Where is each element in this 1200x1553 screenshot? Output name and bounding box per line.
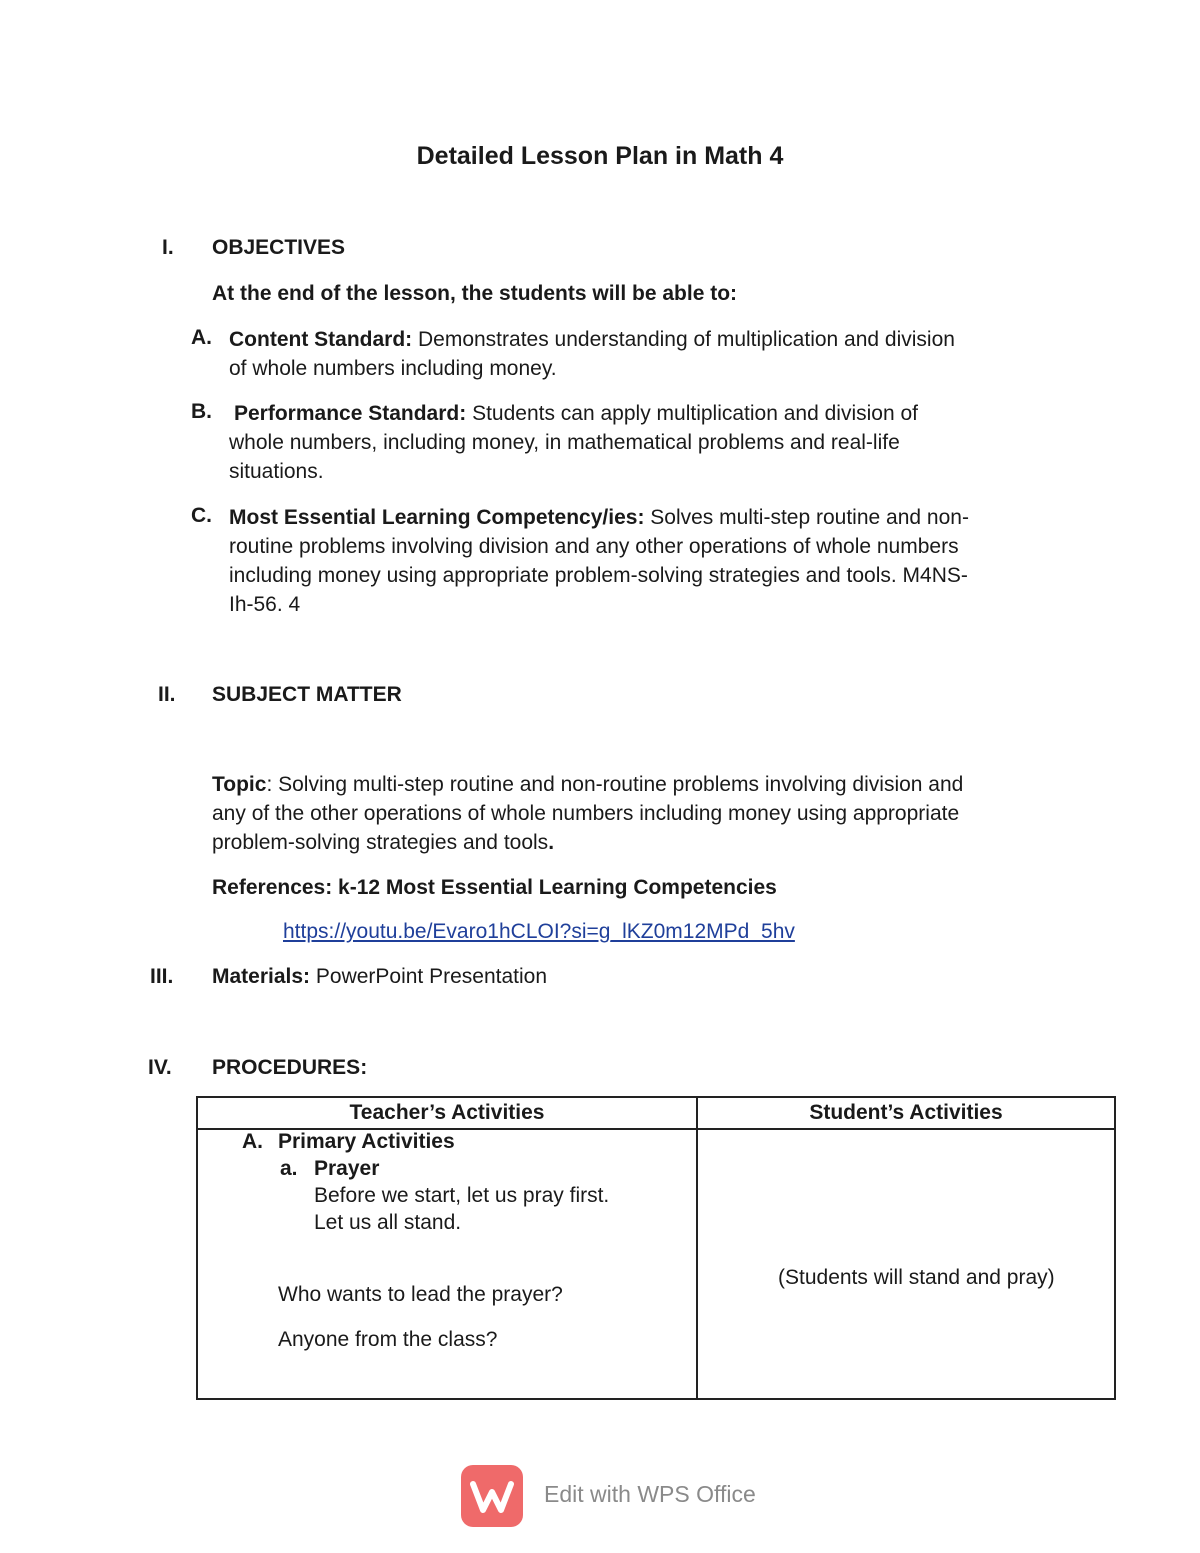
- student-cell: [697, 1129, 1115, 1399]
- wps-logo-icon: [461, 1465, 523, 1527]
- objective-label: Most Essential Learning Competency/ies:: [229, 506, 645, 529]
- materials-line: [212, 965, 547, 989]
- procedures-table: [196, 1096, 1116, 1400]
- objective-label: Content Standard:: [229, 328, 413, 351]
- objective-text: Demonstrates understanding of multiplication and division: [412, 328, 955, 351]
- reference-link[interactable]: https://youtu.be/Evaro1hCLOI?si=g_lKZ0m12MPd_5hv: [283, 920, 795, 943]
- teacher-activities-header: Teacher’s Activities: [197, 1097, 697, 1129]
- section-numeral: III.: [150, 965, 174, 988]
- page-title: Detailed Lesson Plan in Math 4: [416, 142, 784, 170]
- wps-brand-text: Edit with WPS Office: [544, 1481, 756, 1507]
- objective-text: whole numbers, including money, in mathematical problems and real-life: [229, 431, 900, 454]
- section-letter: A.: [242, 1130, 263, 1153]
- objective-competency: [229, 503, 1109, 619]
- objective-label: Performance Standard:: [234, 402, 467, 425]
- objective-text: Students can apply multiplication and division of: [466, 402, 919, 425]
- objectives-intro: At the end of the lesson, the students will be able to:: [212, 282, 738, 305]
- teacher-line: Before we start, let us pray first.: [314, 1184, 610, 1207]
- student-response: (Students will stand and pray): [778, 1266, 1055, 1289]
- objective-text: routine problems involving division and any other operations of whole numbers: [229, 535, 959, 558]
- objective-performance-standard: [229, 399, 1089, 486]
- teacher-cell: [197, 1129, 697, 1399]
- item-letter: B.: [191, 400, 212, 423]
- subject-matter-heading: SUBJECT MATTER: [212, 683, 402, 706]
- materials-value: PowerPoint Presentation: [310, 965, 548, 988]
- section-numeral: I.: [162, 236, 174, 259]
- objective-text: Solves multi-step routine and non-: [644, 506, 969, 529]
- objective-text: Ih-56. 4: [229, 593, 301, 616]
- references-label: References: k-12 Most Essential Learning Competencies: [212, 876, 777, 899]
- teacher-question: Who wants to lead the prayer?: [278, 1283, 563, 1306]
- teacher-question: Anyone from the class?: [278, 1328, 498, 1351]
- topic-text: problem-solving strategies and tools: [212, 831, 549, 854]
- student-activities-header: Student’s Activities: [697, 1097, 1115, 1129]
- objective-text: including money using appropriate problem-solving strategies and tools. M4NS-: [229, 564, 968, 587]
- topic-paragraph: [212, 770, 1092, 857]
- topic-period: .: [548, 831, 555, 854]
- objectives-heading: OBJECTIVES: [212, 236, 346, 259]
- materials-label: Materials:: [212, 965, 311, 988]
- item-letter: C.: [191, 504, 212, 527]
- topic-text: : Solving multi-step routine and non-routine problems involving division and: [266, 773, 964, 796]
- primary-activities-heading: Primary Activities: [278, 1130, 455, 1153]
- prayer-heading: Prayer: [314, 1157, 380, 1180]
- objective-text: of whole numbers including money.: [229, 357, 557, 380]
- table-row: [197, 1129, 1115, 1399]
- sub-letter: a.: [280, 1157, 298, 1180]
- item-letter: A.: [191, 326, 212, 349]
- section-numeral: IV.: [148, 1056, 172, 1079]
- table-header-row: [197, 1097, 1115, 1129]
- topic-label: Topic: [212, 773, 267, 796]
- objective-text: situations.: [229, 460, 324, 483]
- procedures-heading: PROCEDURES:: [212, 1056, 368, 1079]
- topic-text: any of the other operations of whole numbers including money using appropriate: [212, 802, 960, 825]
- section-numeral: II.: [158, 683, 176, 706]
- objective-content-standard: [229, 325, 1089, 383]
- teacher-line: Let us all stand.: [314, 1211, 462, 1234]
